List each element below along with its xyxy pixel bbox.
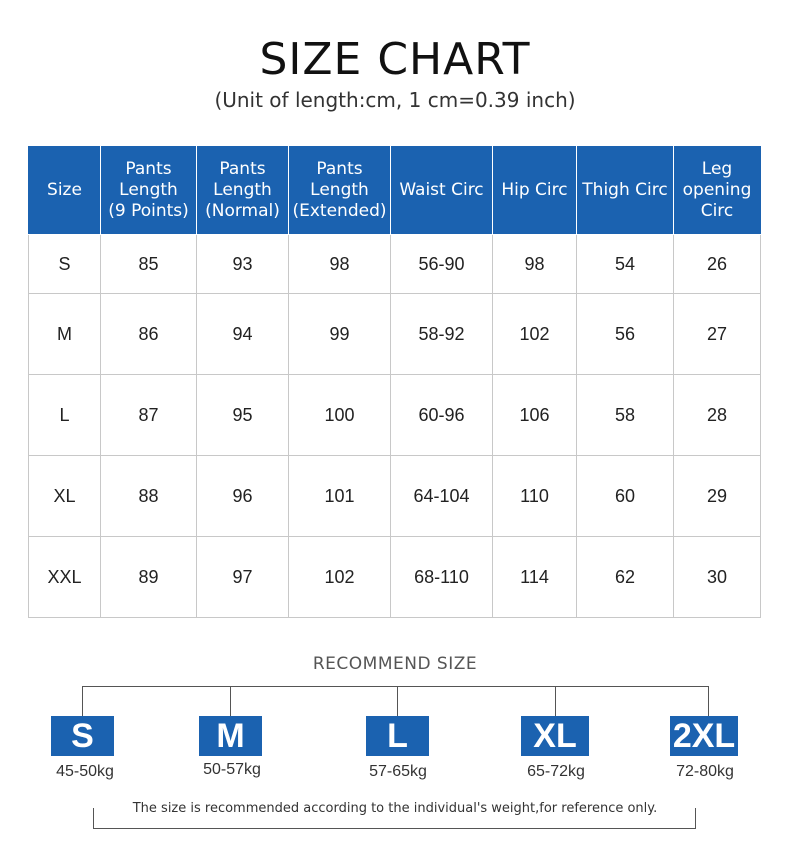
cell-value: 114 — [493, 537, 577, 618]
page-title: SIZE CHART — [259, 34, 531, 85]
table-row — [29, 235, 761, 294]
cell-size: L — [29, 375, 101, 456]
table-row — [29, 294, 761, 375]
cell-value: 88 — [101, 456, 197, 537]
note-bracket-bottom — [93, 828, 696, 829]
header-pants-length-normal: Pants Length (Normal) — [197, 146, 289, 235]
cell-value: 26 — [674, 235, 761, 294]
size-badge-2xl: 2XL — [670, 716, 738, 756]
cell-value: 106 — [493, 375, 577, 456]
header-pants-length-9-points: Pants Length (9 Points) — [101, 146, 197, 235]
bracket-drop-m — [230, 686, 231, 716]
cell-value: 87 — [101, 375, 197, 456]
bracket-drop-2xl — [708, 686, 709, 716]
table-header-row — [29, 146, 761, 235]
header-pants-length-extended: Pants Length (Extended) — [289, 146, 391, 235]
size-table — [28, 146, 761, 618]
cell-value: 27 — [674, 294, 761, 375]
recommend-note: The size is recommended according to the individual's weight,for reference only. — [132, 801, 658, 816]
size-badge-xl: XL — [521, 716, 589, 756]
weight-range-l: 57-65kg — [369, 763, 427, 780]
cell-value: 28 — [674, 375, 761, 456]
cell-value: 64-104 — [391, 456, 493, 537]
cell-value: 101 — [289, 456, 391, 537]
header-leg-opening-circ: Leg opening Circ — [674, 146, 761, 235]
cell-value: 56-90 — [391, 235, 493, 294]
cell-value: 56 — [577, 294, 674, 375]
cell-value: 29 — [674, 456, 761, 537]
table-row — [29, 456, 761, 537]
cell-value: 68-110 — [391, 537, 493, 618]
cell-value: 93 — [197, 235, 289, 294]
cell-value: 102 — [493, 294, 577, 375]
bracket-drop-xl — [555, 686, 556, 716]
cell-value: 60-96 — [391, 375, 493, 456]
cell-value: 98 — [493, 235, 577, 294]
cell-value: 98 — [289, 235, 391, 294]
cell-value: 99 — [289, 294, 391, 375]
cell-value: 110 — [493, 456, 577, 537]
recommend-size-heading: RECOMMEND SIZE — [312, 654, 478, 674]
cell-size: S — [29, 235, 101, 294]
bracket-top-line — [82, 686, 709, 687]
cell-value: 58-92 — [391, 294, 493, 375]
size-badge-l: L — [366, 716, 429, 756]
size-badge-m: M — [199, 716, 262, 756]
cell-value: 60 — [577, 456, 674, 537]
cell-value: 54 — [577, 235, 674, 294]
cell-value: 85 — [101, 235, 197, 294]
cell-value: 97 — [197, 537, 289, 618]
cell-value: 86 — [101, 294, 197, 375]
cell-value: 95 — [197, 375, 289, 456]
weight-range-2xl: 72-80kg — [676, 763, 734, 780]
weight-range-xl: 65-72kg — [527, 763, 585, 780]
table-row — [29, 537, 761, 618]
header-waist-circ: Waist Circ — [391, 146, 493, 235]
bracket-drop-l — [397, 686, 398, 716]
cell-size: XXL — [29, 537, 101, 618]
cell-value: 89 — [101, 537, 197, 618]
header-hip-circ: Hip Circ — [493, 146, 577, 235]
cell-value: 30 — [674, 537, 761, 618]
cell-value: 94 — [197, 294, 289, 375]
cell-value: 102 — [289, 537, 391, 618]
header-size: Size — [29, 146, 101, 235]
cell-value: 100 — [289, 375, 391, 456]
cell-value: 96 — [197, 456, 289, 537]
cell-size: M — [29, 294, 101, 375]
unit-subtitle: (Unit of length:cm, 1 cm=0.39 inch) — [214, 88, 576, 112]
weight-range-m: 50-57kg — [203, 761, 261, 778]
weight-range-s: 45-50kg — [56, 763, 114, 780]
cell-value: 62 — [577, 537, 674, 618]
table-row — [29, 375, 761, 456]
size-badge-s: S — [51, 716, 114, 756]
header-thigh-circ: Thigh Circ — [577, 146, 674, 235]
cell-size: XL — [29, 456, 101, 537]
bracket-drop-s — [82, 686, 83, 716]
cell-value: 58 — [577, 375, 674, 456]
